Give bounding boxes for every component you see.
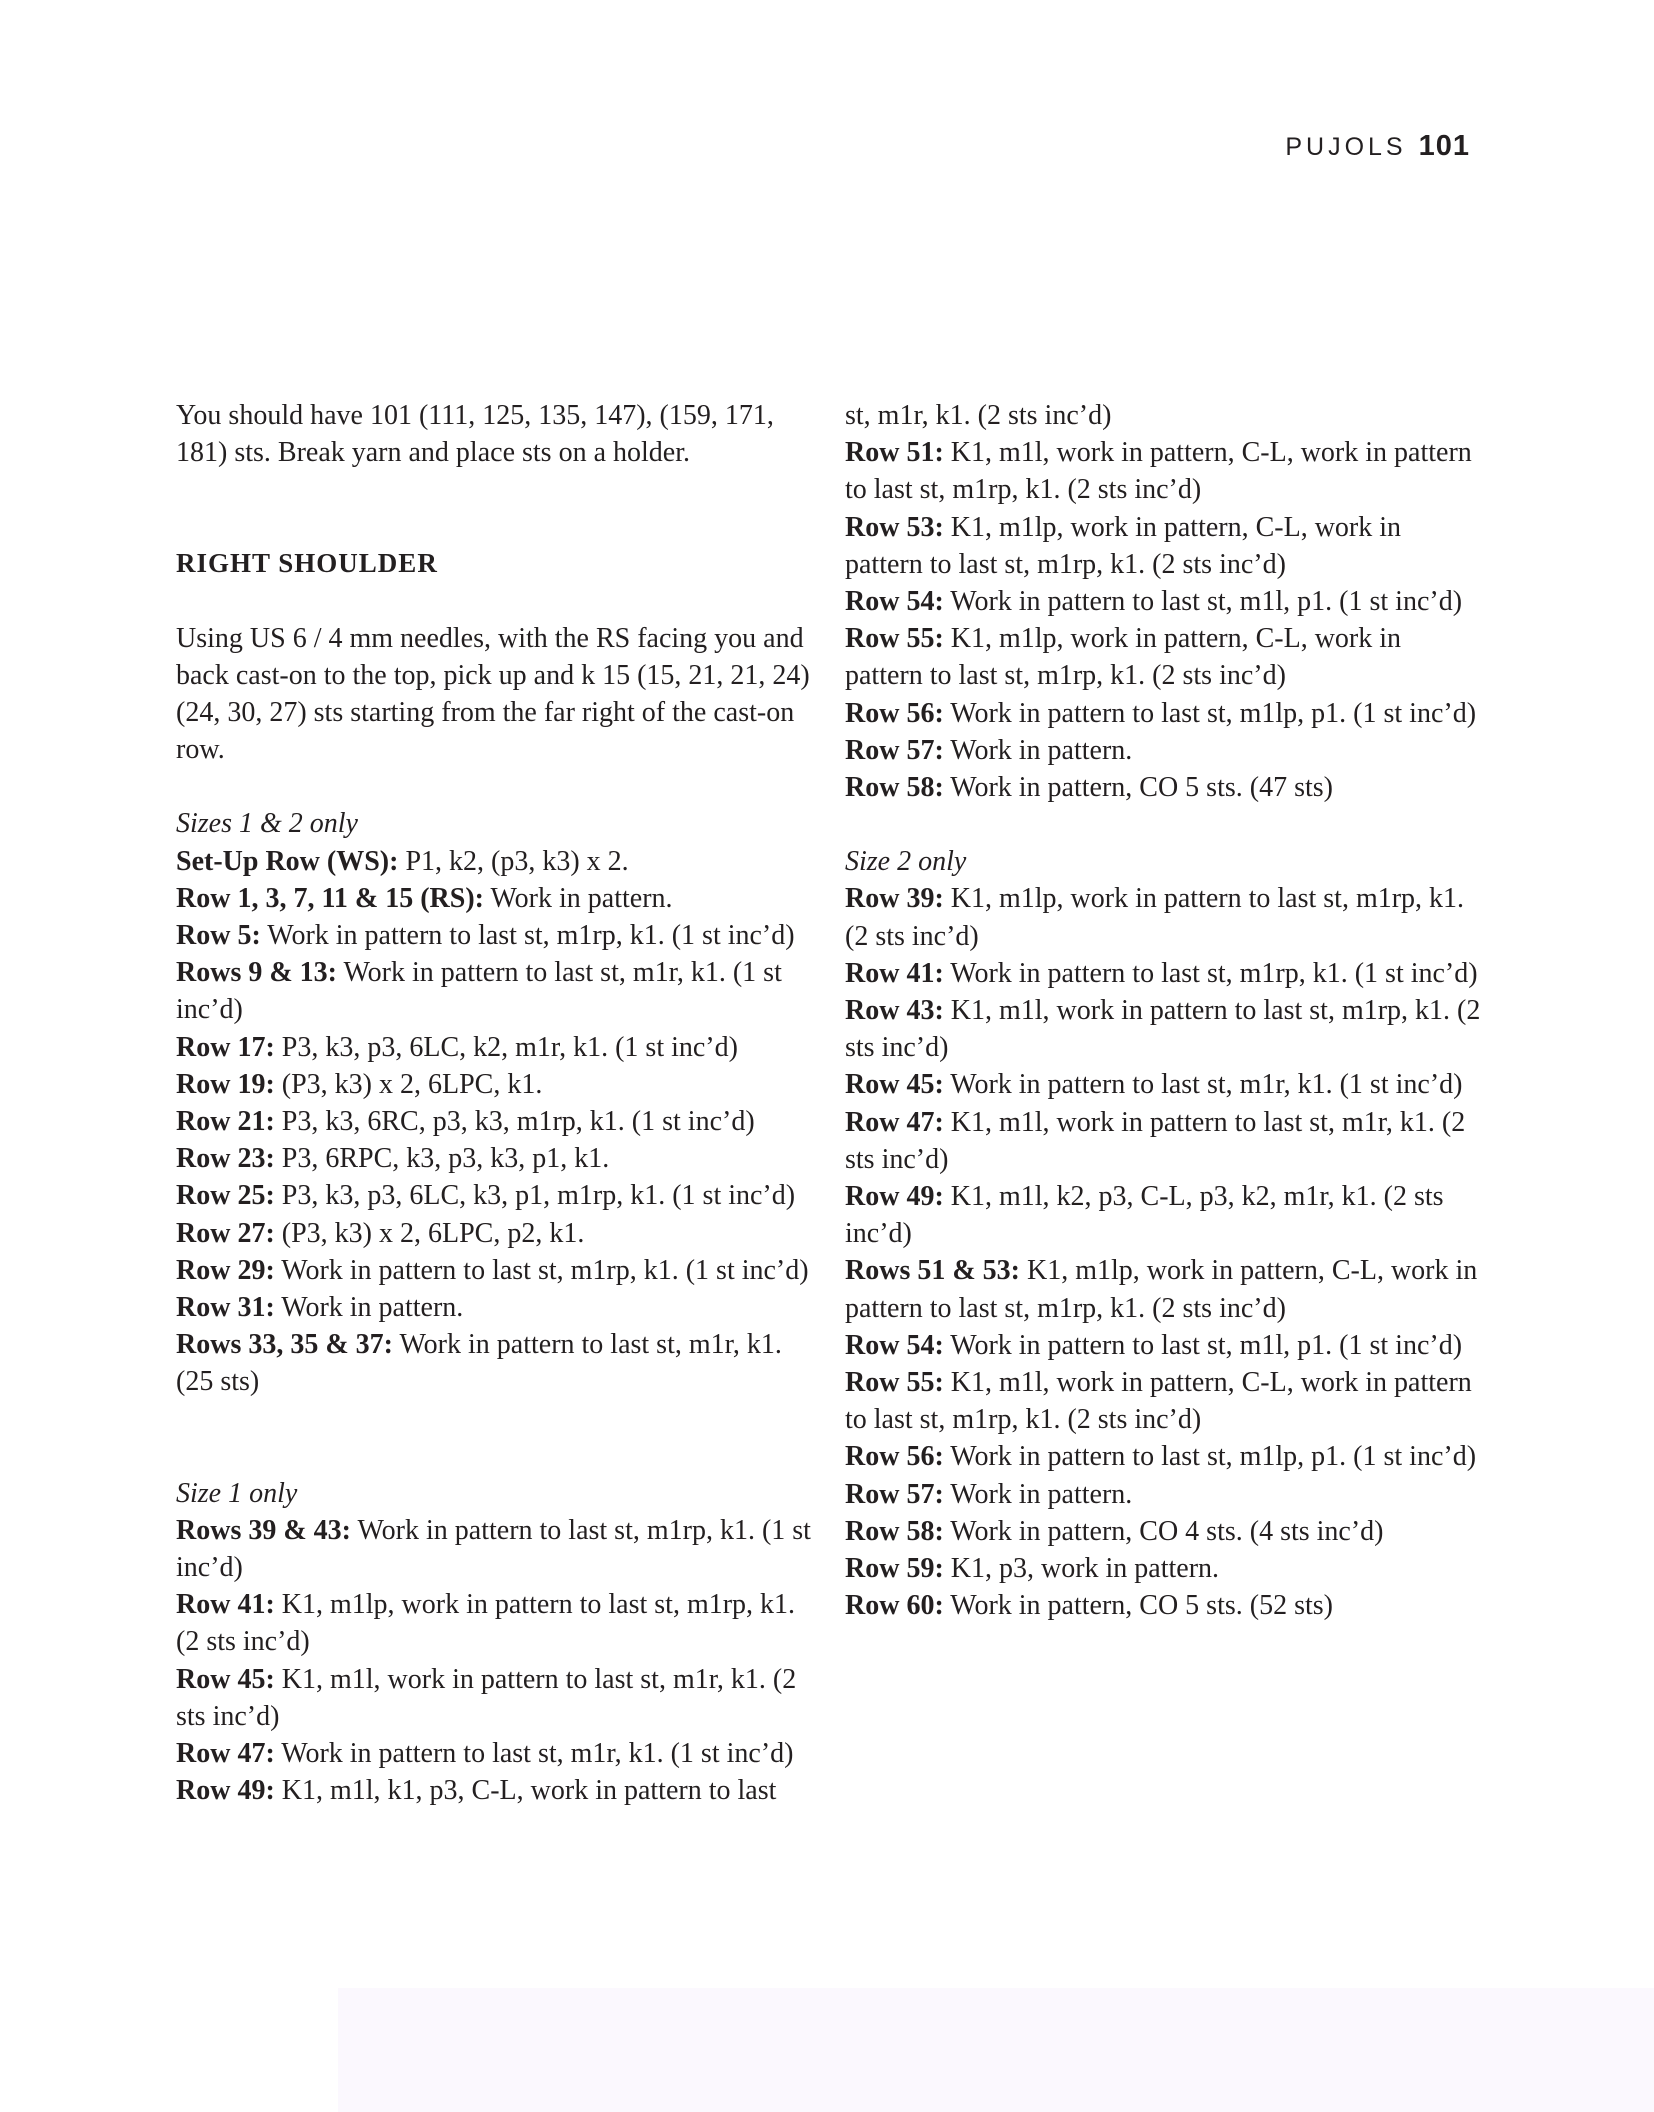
pattern-row — [176, 1215, 812, 1252]
row-label: Row 57: — [845, 734, 944, 766]
row-label: Row 39: — [845, 883, 944, 915]
row-text: K1, m1lp, work in pattern to last st, m1rp, k1. (2 sts inc’d) — [845, 883, 1465, 952]
row-text: Work in pattern to last st, m1l, p1. (1 st inc’d) — [943, 586, 1463, 618]
spacer — [176, 1401, 812, 1475]
pattern-row — [845, 1252, 1481, 1326]
size-label-sizes-1-2: Sizes 1 & 2 only — [176, 808, 358, 840]
row-text: Work in pattern to last st, m1lp, p1. (1 st inc’d) — [943, 1441, 1477, 1473]
pattern-row — [845, 1550, 1481, 1587]
row-text: Work in pattern. — [943, 1478, 1133, 1510]
row-text: K1, m1lp, work in pattern, C-L, work in pattern to last st, m1rp, k1. (2 sts inc’d) — [845, 1255, 1478, 1324]
row-label: Row 27: — [176, 1217, 275, 1249]
page-number: 101 — [1418, 130, 1470, 162]
row-label: Row 43: — [845, 995, 944, 1027]
row-text: Work in pattern to last st, m1r, k1. (1 st inc’d) — [176, 957, 782, 1026]
pattern-row — [845, 434, 1481, 508]
pattern-row — [845, 769, 1481, 806]
row-text: Work in pattern, CO 4 sts. (4 sts inc’d) — [943, 1515, 1384, 1547]
pattern-row — [176, 1326, 812, 1400]
row-label: Row 49: — [845, 1181, 944, 1213]
pattern-row — [176, 1586, 812, 1660]
pattern-row — [845, 880, 1481, 954]
pattern-row — [845, 1476, 1481, 1513]
pattern-row — [845, 992, 1481, 1066]
row-label: Row 53: — [845, 511, 944, 543]
row-label: Row 29: — [176, 1254, 275, 1286]
pattern-row — [845, 1438, 1481, 1475]
row-text: K1, m1l, k2, p3, C-L, p3, k2, m1r, k1. (2 sts inc’d) — [845, 1181, 1444, 1250]
pattern-row — [176, 1066, 812, 1103]
row-text: K1, m1l, work in pattern to last st, m1r, k1. (2 sts inc’d) — [176, 1663, 797, 1732]
row-label: Row 58: — [845, 772, 944, 804]
row-label: Row 45: — [845, 1069, 944, 1101]
row-label: Row 58: — [845, 1515, 944, 1547]
pattern-row — [845, 955, 1481, 992]
row-text: P3, 6RPC, k3, p3, k3, p1, k1. — [274, 1143, 610, 1175]
row-text: Work in pattern. — [274, 1292, 464, 1324]
row-label: Row 47: — [176, 1738, 275, 1770]
spacer — [176, 471, 812, 545]
left-column — [176, 397, 812, 1810]
spacer — [176, 583, 812, 620]
pattern-row — [176, 1140, 812, 1177]
row-text: Work in pattern. — [484, 882, 673, 914]
pattern-row — [176, 1029, 812, 1066]
row-label: Row 19: — [176, 1068, 275, 1100]
size-label-size-1: Size 1 only — [176, 1477, 298, 1509]
row-text: Work in pattern, CO 5 sts. (52 sts) — [943, 1590, 1333, 1622]
row-label: Row 56: — [845, 1441, 944, 1473]
row-label: Row 55: — [845, 1367, 944, 1399]
row-label: Row 57: — [845, 1478, 944, 1510]
row-label: Row 23: — [176, 1143, 275, 1175]
row-text: Work in pattern. — [943, 734, 1133, 766]
pattern-row — [176, 843, 812, 880]
row-label: Row 59: — [845, 1553, 944, 1585]
row-text: K1, m1l, work in pattern, C-L, work in pattern to last st, m1rp, k1. (2 sts inc’d) — [845, 437, 1472, 506]
row-text: P3, k3, 6RC, p3, k3, m1rp, k1. (1 st inc’d) — [274, 1106, 755, 1138]
pattern-row — [176, 1512, 812, 1586]
row-label: Rows 51 & 53: — [845, 1255, 1020, 1287]
spacer — [845, 806, 1481, 843]
pattern-row — [845, 1066, 1481, 1103]
row-text: K1, m1lp, work in pattern, C-L, work in pattern to last st, m1rp, k1. (2 sts inc’d) — [845, 623, 1402, 692]
row-text: K1, p3, work in pattern. — [943, 1553, 1220, 1585]
pattern-row — [176, 1103, 812, 1140]
row-continuation: st, m1r, k1. (2 sts inc’d) — [845, 400, 1112, 431]
pattern-row — [176, 880, 812, 917]
running-header — [1285, 130, 1470, 163]
pattern-row — [176, 1177, 812, 1214]
pattern-row — [176, 1772, 812, 1809]
row-label: Row 56: — [845, 697, 944, 729]
row-text: K1, m1l, k1, p3, C-L, work in pattern to last — [274, 1775, 777, 1807]
row-label: Set-Up Row (WS): — [176, 845, 399, 877]
pattern-row — [845, 583, 1481, 620]
row-label: Row 41: — [845, 957, 944, 989]
spacer — [176, 768, 812, 805]
pattern-row — [845, 732, 1481, 769]
row-text: K1, m1lp, work in pattern to last st, m1rp, k1. (2 sts inc’d) — [176, 1589, 796, 1658]
size-label-size-2: Size 2 only — [845, 846, 967, 878]
row-text: Work in pattern, CO 5 sts. (47 sts) — [943, 772, 1333, 804]
pattern-row — [845, 1587, 1481, 1624]
row-label: Rows 9 & 13: — [176, 957, 337, 989]
pattern-row — [845, 1364, 1481, 1438]
pattern-row — [845, 1104, 1481, 1178]
pattern-row — [176, 1661, 812, 1735]
row-label: Row 25: — [176, 1180, 275, 1212]
pattern-row — [176, 954, 812, 1028]
row-label: Row 51: — [845, 437, 944, 469]
pattern-row — [845, 695, 1481, 732]
row-text: K1, m1l, work in pattern to last st, m1r, k1. (2 sts inc’d) — [845, 1106, 1466, 1175]
pattern-row — [176, 1735, 812, 1772]
pattern-row — [845, 620, 1481, 694]
pattern-row — [176, 1289, 812, 1326]
row-text: (P3, k3) x 2, 6LPC, k1. — [274, 1068, 543, 1100]
row-label: Row 5: — [176, 920, 261, 952]
row-label: Row 45: — [176, 1663, 275, 1695]
row-text: K1, m1lp, work in pattern, C-L, work in pattern to last st, m1rp, k1. (2 sts inc’d) — [845, 511, 1402, 580]
row-text: Work in pattern to last st, m1rp, k1. (1 st inc’d) — [943, 957, 1478, 989]
row-label: Rows 33, 35 & 37: — [176, 1329, 393, 1361]
row-label: Row 31: — [176, 1292, 275, 1324]
row-text: Work in pattern to last st, m1rp, k1. (1 st inc’d) — [274, 1254, 809, 1286]
section-heading-right-shoulder: RIGHT SHOULDER — [176, 548, 438, 579]
row-text: P1, k2, (p3, k3) x 2. — [398, 845, 629, 877]
row-text: Work in pattern to last st, m1lp, p1. (1 st inc’d) — [943, 697, 1477, 729]
row-text: Work in pattern to last st, m1r, k1. (25 sts) — [176, 1329, 782, 1398]
page-bottom-band — [338, 1988, 1654, 2112]
intro-paragraph: You should have 101 (111, 125, 135, 147), (159, 171, 181) sts. Break yarn and place sts on a holder. — [176, 400, 774, 469]
row-text: Work in pattern to last st, m1r, k1. (1 st inc’d) — [274, 1738, 794, 1770]
pattern-row — [176, 1252, 812, 1289]
row-label: Row 1, 3, 7, 11 & 15 (RS): — [176, 882, 484, 914]
row-text: Work in pattern to last st, m1l, p1. (1 st inc’d) — [943, 1329, 1463, 1361]
row-label: Row 41: — [176, 1589, 275, 1621]
row-text: (P3, k3) x 2, 6LPC, p2, k1. — [274, 1217, 585, 1249]
row-label: Row 54: — [845, 586, 944, 618]
pattern-row — [845, 509, 1481, 583]
row-label: Row 55: — [845, 623, 944, 655]
row-label: Row 54: — [845, 1329, 944, 1361]
row-label: Row 49: — [176, 1775, 275, 1807]
row-label: Row 60: — [845, 1590, 944, 1622]
row-text: P3, k3, p3, 6LC, k2, m1r, k1. (1 st inc’d) — [274, 1031, 738, 1063]
row-text: P3, k3, p3, 6LC, k3, p1, m1rp, k1. (1 st inc’d) — [274, 1180, 796, 1212]
row-label: Row 47: — [845, 1106, 944, 1138]
row-text: Work in pattern to last st, m1r, k1. (1 st inc’d) — [943, 1069, 1463, 1101]
row-text: Work in pattern to last st, m1rp, k1. (1 st inc’d) — [176, 1514, 811, 1584]
right-column — [845, 397, 1481, 1625]
row-label: Row 21: — [176, 1106, 275, 1138]
pattern-row — [176, 917, 812, 954]
pattern-row — [845, 1513, 1481, 1550]
row-label: Row 17: — [176, 1031, 275, 1063]
row-text: K1, m1l, work in pattern, C-L, work in pattern to last st, m1rp, k1. (2 sts inc’d) — [845, 1367, 1472, 1436]
right-shoulder-instructions: Using US 6 / 4 mm needles, with the RS facing you and back cast-on to the top, pick up and k 15 (15, 21, 21, 24) (24, 30, 27) sts starting from the far right of the cast-on row. — [176, 622, 810, 766]
row-text: Work in pattern to last st, m1rp, k1. (1 st inc’d) — [260, 920, 795, 952]
pattern-row — [845, 1178, 1481, 1252]
book-title: PUJOLS — [1285, 133, 1407, 161]
pattern-row — [845, 1327, 1481, 1364]
row-text: K1, m1l, work in pattern to last st, m1rp, k1. (2 sts inc’d) — [845, 995, 1481, 1064]
row-label: Rows 39 & 43: — [176, 1514, 351, 1546]
